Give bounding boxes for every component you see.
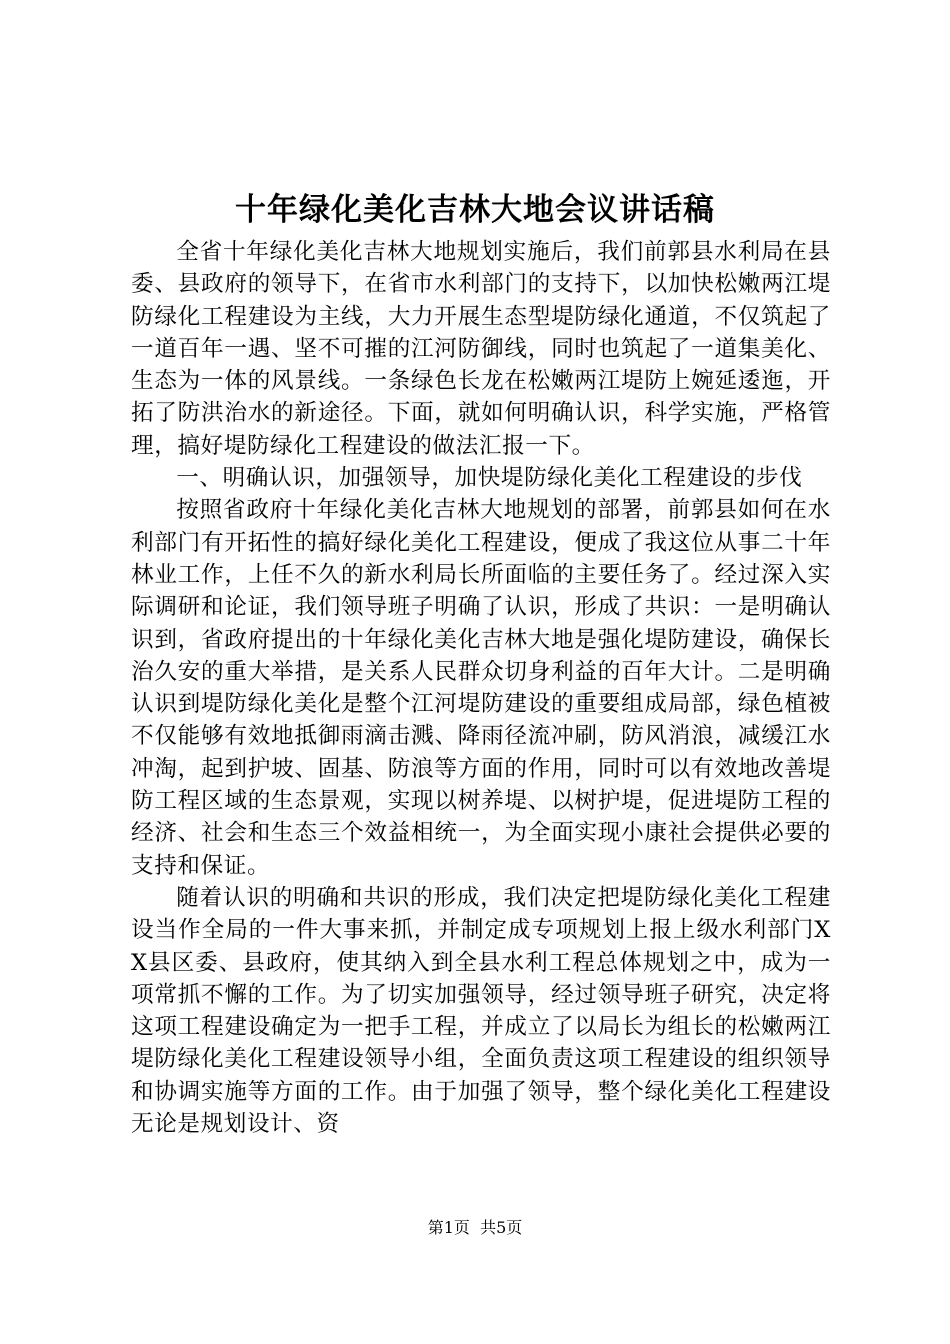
document-title: 十年绿化美化吉林大地会议讲话稿 <box>235 192 715 228</box>
paragraph-leadership: 随着认识的明确和共识的形成，我们决定把堤防绿化美化工程建设当作全局的一件大事来抓，并制定成专项规划上报上级水利部门XX县区委、县政府，使其纳入到全县水利工程总体规划之中，成为一项常抓不懈的工作。为了切实加强领导，经过领导班子研究，决定将这项工程建设确定为一把手工程，并成立了以局长为组长的松嫩两江堤防绿化美化工程建设领导小组，全面负责这项工程建设的组织领导和协调实施等方面的工作。由于加强了领导，整个绿化美化工程建设无论是规划设计、资 <box>131 884 831 1138</box>
section-heading-1: 一、明确认识，加强领导，加快堤防绿化美化工程建设的步伐 <box>176 465 803 492</box>
page-total: 共5页 <box>480 1218 523 1237</box>
paragraph-intro: 全省十年绿化美化吉林大地规划实施后，我们前郭县水利局在县委、县政府的领导下，在省市水利部门的支持下，以加快松嫩两江堤防绿化工程建设为主线，大力开展生态型堤防绿化通道，不仅筑起了一道百年一遇、坚不可摧的江河防御线，同时也筑起了一道集美化、生态为一体的风景线。一条绿色长龙在松嫩两江堤防上婉延逶迤，开拓了防洪治水的新途径。下面，就如何明确认识，科学实施，严格管理，搞好堤防绿化工程建设的做法汇报一下。 <box>131 239 831 459</box>
paragraph-section-1: 按照省政府十年绿化美化吉林大地规划的部署，前郭县如何在水利部门有开拓性的搞好绿化美化工程建设，便成了我这位从事二十年林业工作，上任不久的新水利局长所面临的主要任务了。经过深入实际调研和论证，我们领导班子明确了认识，形成了共识：一是明确认识到，省政府提出的十年绿化美化吉林大地是强化堤防建设，确保长治久安的重大举措，是关系人民群众切身利益的百年大计。二是明确认识到堤防绿化美化是整个江河堤防建设的重要组成局部，绿色植被不仅能够有效地抵御雨滴击溅、降雨径流冲刷，防风消浪，减缓江水冲淘，起到护坡、固基、防浪等方面的作用，同时可以有效地改善堤防工程区域的生态景观，实现以树养堤、以树护堤，促进堤防工程的经济、社会和生态三个效益相统一，为全面实现小康社会提供必要的支持和保证。 <box>131 497 831 879</box>
document-body <box>131 236 831 1140</box>
page-footer <box>0 1216 950 1240</box>
page-number: 第1页 <box>427 1218 470 1237</box>
